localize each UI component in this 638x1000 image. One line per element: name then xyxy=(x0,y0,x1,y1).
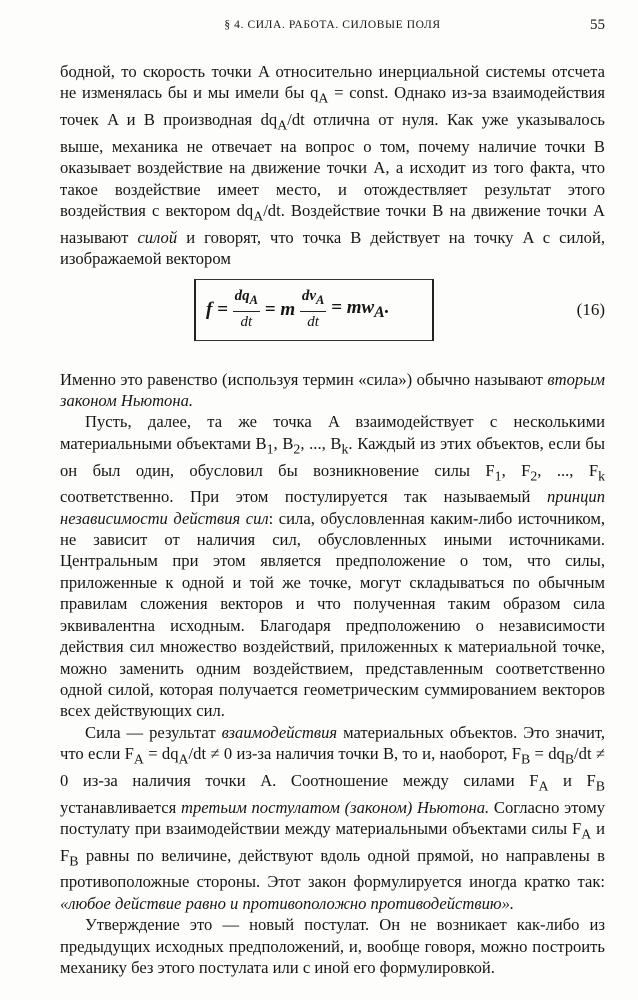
page-header xyxy=(60,19,605,39)
running-head: § 4. СИЛА. РАБОТА. СИЛОВЫЕ ПОЛЯ xyxy=(224,19,441,31)
paragraph-5: Утверждение это — новый постулат. Он не возникает как-либо из предыдущих исходных предположений, и, вообще говоря, можно построить механику без этого постулата или с иной его формулировкой. xyxy=(60,915,605,978)
paragraph-1: бодной, то скорость точки A относительно инерциальной системы отсчета не изменялась бы и мы имели бы $q_A$ = const. Однако из-за взаимодействия точек A и B производная $dq_A/dt$ отлична от нуля. Как уже указывалось выше, механика не отвечает на вопрос о том, почему наличие точки B оказывает воздействие на движение точки A, а исходит из того факта, что такое воздействие имеет место, и отождествляет результат этого воздействия с вектором $dq_A/dt$. Воздействие точки B на движение точки A называют силой и говорят, что точка B действует на точку A с силой, изображаемой вектором xyxy=(60,62,606,269)
equation-16 xyxy=(60,273,605,365)
equation-number: (16) xyxy=(576,299,605,319)
fraction-dq-dt: $\frac{dq_A}{dt}$ xyxy=(234,287,258,331)
equation-formula: f = $\frac{dq_A}{dt}$ = m $\frac{dv_A}{dt}$ = $mw_A$. xyxy=(206,286,389,334)
page-body xyxy=(60,61,605,978)
paragraph-3: Пусть, далее, та же точка A взаимодействует с несколькими материальными объектами $B_1$, $B_2$, ..., $B_k$. Каждый из этих объектов, если бы он был один, обусловил бы возникновение силы $F_1$, $F_2$, ..., $F_k$ соответственно. При этом постулируется так называемый принцип независимости действия сил: сила, обусловленная каким-либо источником, не зависит от наличия сил, обусловленных иными источниками. Центральным при этом является предположение о том, что силы, приложенные к одной и той же точке, могут складываться по обычным правилам сложения векторов и что полученная таким образом сила эквивалентна исходным. Благодаря предположению о независимости действия сил множество воздействий, приложенных к материальной точке, можно заменить одним воздействием, представленным соответственно одной силой, которая получается геометрическим суммированием векторов всех действующих сил. xyxy=(60,412,605,721)
page-number: 55 xyxy=(590,17,605,33)
equation-box xyxy=(194,279,434,341)
fraction-dv-dt: $\frac{dv_A}{dt}$ xyxy=(301,287,325,331)
paragraph-4: Сила — результат взаимодействия материальных объектов. Это значит, что если $F_A = dq_A/dt \ne 0$ из-за наличия точки B, то и, наоборот, $F_B = dq_B/dt \ne 0$ из-за наличия точки A. Соотношение между силами $F_A$ и $F_B$ устанавливается третьим постулатом (законом) Ньютона. Согласно этому постулату при взаимодействии между материальными объектами силы $F_A$ и $F_B$ равны по величине, действуют вдоль одной прямой, но направлены в противоположные стороны. Этот закон формулируется иногда кратко так: «любое действие равно и противоположно противодействию». xyxy=(60,722,606,913)
paragraph-2: Именно это равенство (используя термин «сила») обычно называют вторым законом Ньютона. xyxy=(60,369,605,410)
